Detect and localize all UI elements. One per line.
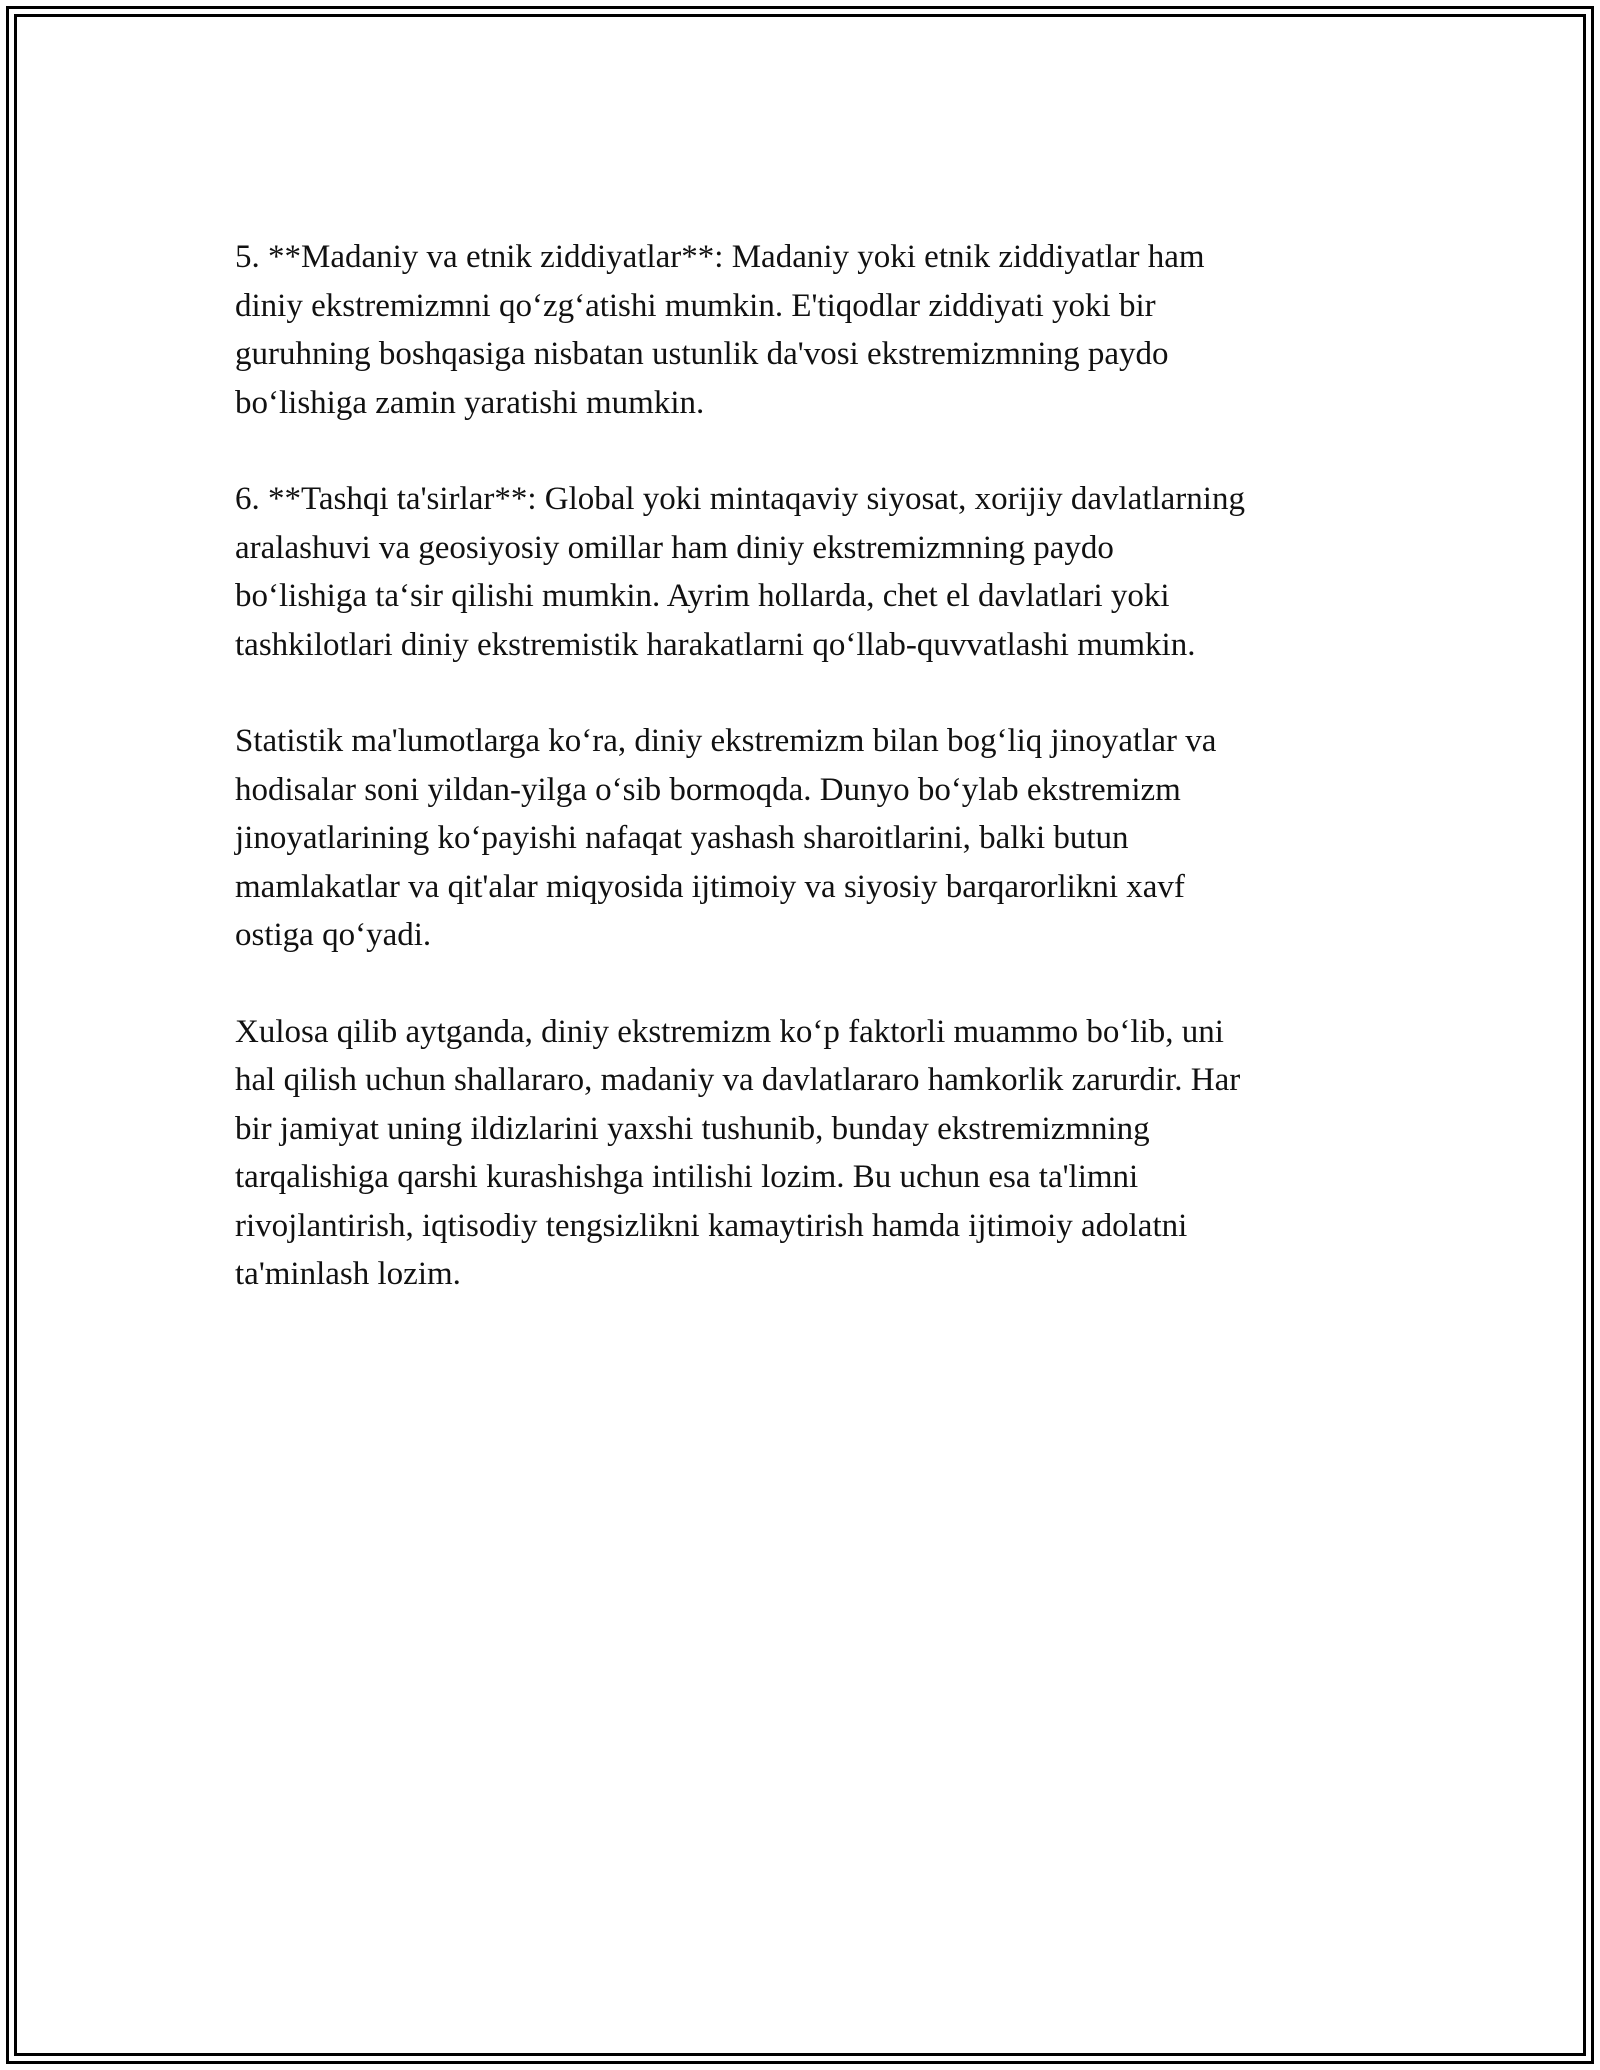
paragraph-cultural-ethnic-conflicts: 5. **Madaniy va etnik ziddiyatlar**: Madaniy yoki etnik ziddiyatlar ham diniy ekstremizmni qo‘zg‘atishi mumkin. E'tiqodlar ziddiyati yoki bir guruhning boshqasiga nisbatan ustunlik da'vosi ekstremizmning paydo bo‘lishiga zamin yaratishi mumkin. (235, 239, 1205, 421)
document-body (235, 233, 1370, 1347)
paragraph-statistics: Statistik ma'lumotlarga ko‘ra, diniy ekstremizm bilan bog‘liq jinoyatlar va hodisalar soni yildan-yilga o‘sib bormoqda. Dunyo bo‘ylab ekstremizm jinoyatlarining ko‘payishi nafaqat yashash sharoitlarini, balki butun mamlakatlar va qit'alar miqyosida ijtimoiy va siyosiy barqarorlikni xavf ostiga qo‘yadi. (235, 723, 1217, 953)
paragraph-external-influences: 6. **Tashqi ta'sirlar**: Global yoki mintaqaviy siyosat, xorijiy davlatlarning aralashuvi va geosiyosiy omillar ham diniy ekstremizmning paydo bo‘lishiga ta‘sir qilishi mumkin. Ayrim hollarda, chet el davlatlari yoki tashkilotlari diniy ekstremistik harakatlarni qo‘llab-quvvatlashi mumkin. (235, 481, 1245, 663)
paragraph-conclusion: Xulosa qilib aytganda, diniy ekstremizm ko‘p faktorli muammo bo‘lib, uni hal qilish uchun shallararo, madaniy va davlatlararo hamkorlik zarurdir. Har bir jamiyat uning ildizlarini yaxshi tushunib, bunday ekstremizmning tarqalishiga qarshi kurashishga intilishi lozim. Bu uchun esa ta'limni rivojlantirish, iqtisodiy tengsizlikni kamaytirish hamda ijtimoiy adolatni ta'minlash lozim. (235, 1013, 1241, 1292)
